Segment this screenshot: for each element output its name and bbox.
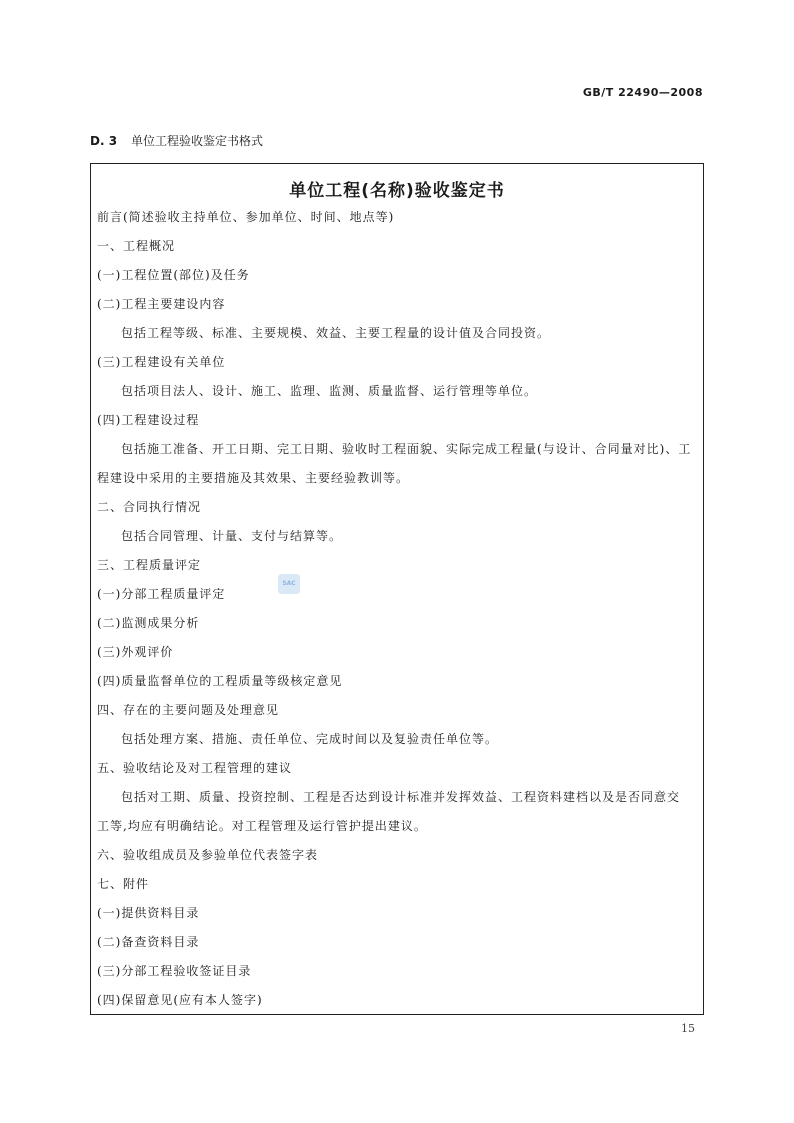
- sac-watermark-logo: SAC: [278, 574, 300, 594]
- standard-number: GB/T 22490—2008: [582, 86, 703, 99]
- preface-line: 前言(简述验收主持单位、参加单位、时间、地点等): [97, 210, 395, 224]
- subheading-7-3: (三)分部工程验收签证目录: [97, 964, 252, 978]
- heading-2: 二、合同执行情况: [97, 500, 202, 514]
- section-heading: [90, 132, 263, 149]
- subheading-3-2: (二)监测成果分析: [97, 616, 200, 630]
- paragraph-5-line2: 工等,均应有明确结论。对工程管理及运行管护提出建议。: [97, 819, 427, 833]
- document-body: [97, 207, 697, 1019]
- subheading-1-4: (四)工程建设过程: [97, 413, 200, 427]
- paragraph-1-2: 包括工程等级、标准、主要规模、效益、主要工程量的设计值及合同投资。: [121, 326, 551, 340]
- heading-6: 六、验收组成员及参验单位代表签字表: [97, 848, 319, 862]
- subheading-7-1: (一)提供资料目录: [97, 906, 200, 920]
- document-title: 单位工程(名称)验收鉴定书: [289, 181, 505, 201]
- subheading-1-2: (二)工程主要建设内容: [97, 297, 226, 311]
- paragraph-1-4-line2: 程建设中采用的主要措施及其效果、主要经验教训等。: [97, 471, 410, 485]
- heading-1: 一、工程概况: [97, 239, 176, 253]
- heading-3: 三、工程质量评定: [97, 558, 202, 572]
- paragraph-1-4-line1: 包括施工准备、开工日期、完工日期、验收时工程面貌、实际完成工程量(与设计、合同量对比)、工: [121, 442, 692, 456]
- certificate-frame: [90, 163, 704, 1015]
- paragraph-5-line1: 包括对工期、质量、投资控制、工程是否达到设计标准并发挥效益、工程资料建档以及是否同意交: [121, 790, 681, 804]
- subheading-3-3: (三)外观评价: [97, 645, 174, 659]
- heading-4: 四、存在的主要问题及处理意见: [97, 703, 280, 717]
- subheading-1-3: (三)工程建设有关单位: [97, 355, 226, 369]
- paragraph-2: 包括合同管理、计量、支付与结算等。: [121, 529, 343, 543]
- heading-5: 五、验收结论及对工程管理的建议: [97, 761, 293, 775]
- subheading-3-4: (四)质量监督单位的工程质量等级核定意见: [97, 674, 343, 688]
- paragraph-4: 包括处理方案、措施、责任单位、完成时间以及复验责任单位等。: [121, 732, 499, 746]
- section-title: 单位工程验收鉴定书格式: [131, 134, 264, 148]
- paragraph-1-3: 包括项目法人、设计、施工、监理、监测、质量监督、运行管理等单位。: [121, 384, 538, 398]
- subheading-7-4: (四)保留意见(应有本人签字): [97, 993, 263, 1007]
- subheading-1-1: (一)工程位置(部位)及任务: [97, 268, 250, 282]
- section-number: D. 3: [90, 134, 118, 148]
- subheading-7-2: (二)备查资料目录: [97, 935, 200, 949]
- heading-7: 七、附件: [97, 877, 150, 891]
- page-number: 15: [681, 1022, 695, 1035]
- subheading-3-1: (一)分部工程质量评定: [97, 587, 226, 601]
